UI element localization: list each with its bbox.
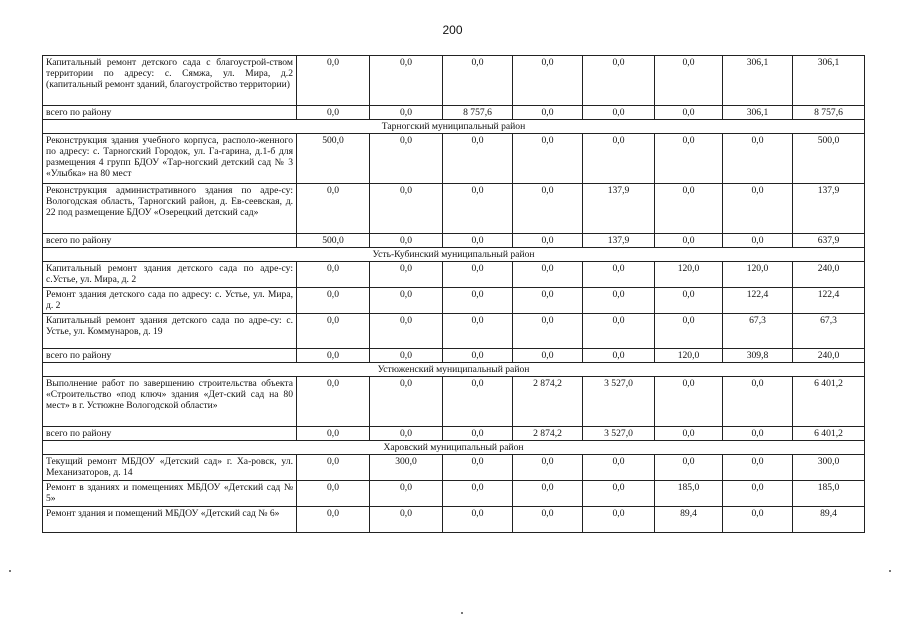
value-cell: 0,0 — [583, 507, 655, 533]
value-cell: 0,0 — [513, 288, 583, 314]
scan-mark — [889, 570, 891, 572]
value-cell: 0,0 — [370, 349, 443, 363]
value-cell: 0,0 — [297, 56, 370, 106]
value-cell: 0,0 — [513, 507, 583, 533]
value-cell: 0,0 — [583, 106, 655, 120]
value-cell: 0,0 — [370, 134, 443, 184]
total-label: всего по району — [43, 427, 297, 441]
page-number: 200 — [442, 23, 463, 37]
value-cell: 0,0 — [655, 427, 723, 441]
value-cell: 120,0 — [723, 262, 793, 288]
value-cell: 3 527,0 — [583, 427, 655, 441]
table-row — [43, 314, 865, 349]
total-row — [43, 349, 865, 363]
value-cell: 309,8 — [723, 349, 793, 363]
total-row — [43, 106, 865, 120]
value-cell: 122,4 — [723, 288, 793, 314]
value-cell: 67,3 — [723, 314, 793, 349]
value-cell: 240,0 — [793, 262, 865, 288]
value-cell: 0,0 — [443, 288, 513, 314]
section-row — [43, 120, 865, 134]
value-cell: 67,3 — [793, 314, 865, 349]
value-cell: 0,0 — [723, 234, 793, 248]
value-cell: 0,0 — [443, 234, 513, 248]
value-cell: 0,0 — [583, 288, 655, 314]
value-cell: 0,0 — [655, 56, 723, 106]
value-cell: 0,0 — [513, 314, 583, 349]
item-description: Реконструкция здания учебного корпуса, располо-женного по адресу: с. Тарногский Городок, ул. Га-гарина, д.1-б для размещения 4 групп БДОУ «Тар-ногский детский сад № 3 «Улыбка» на 80 мест — [43, 134, 297, 184]
item-description: Капитальный ремонт детского сада с благоустрой-ством территории по адресу: с. Сямжа, ул. Мира, д.2 (капитальный ремонт зданий, благоустройство территории) — [43, 56, 297, 106]
table-row — [43, 455, 865, 481]
value-cell: 0,0 — [723, 455, 793, 481]
table-row — [43, 288, 865, 314]
value-cell: 637,9 — [793, 234, 865, 248]
budget-table — [42, 55, 865, 533]
value-cell: 0,0 — [370, 56, 443, 106]
item-description: Реконструкция административного здания по адре-су: Вологодская область, Тарногский район, д. Ев-сеевская, д. 22 под размещение БДОУ «Озерецкий детский сад» — [43, 184, 297, 234]
value-cell: 120,0 — [655, 262, 723, 288]
value-cell: 0,0 — [655, 234, 723, 248]
value-cell: 122,4 — [793, 288, 865, 314]
section-row — [43, 363, 865, 377]
value-cell: 0,0 — [443, 377, 513, 427]
item-description: Капитальный ремонт здания детского сада по адре-су: с. Устье, ул. Коммунаров, д. 19 — [43, 314, 297, 349]
value-cell: 0,0 — [443, 427, 513, 441]
table-row — [43, 184, 865, 234]
total-label: всего по району — [43, 234, 297, 248]
total-row — [43, 427, 865, 441]
value-cell: 0,0 — [297, 507, 370, 533]
value-cell: 0,0 — [297, 481, 370, 507]
table-row — [43, 262, 865, 288]
value-cell: 0,0 — [370, 377, 443, 427]
table-row — [43, 56, 865, 106]
value-cell: 2 874,2 — [513, 377, 583, 427]
value-cell: 500,0 — [793, 134, 865, 184]
value-cell: 0,0 — [370, 507, 443, 533]
value-cell: 0,0 — [443, 481, 513, 507]
value-cell: 0,0 — [443, 507, 513, 533]
value-cell: 6 401,2 — [793, 377, 865, 427]
value-cell: 500,0 — [297, 134, 370, 184]
value-cell: 0,0 — [443, 262, 513, 288]
value-cell: 0,0 — [583, 134, 655, 184]
value-cell: 0,0 — [443, 349, 513, 363]
value-cell: 137,9 — [793, 184, 865, 234]
section-title: Усть-Кубинский муниципальный район — [43, 248, 865, 262]
item-description: Выполнение работ по завершению строительства объекта «Строительство «под ключ» здания «Дет-ский сад на 80 мест» в г. Устюжне Вологодской области» — [43, 377, 297, 427]
value-cell: 0,0 — [655, 184, 723, 234]
table-body — [43, 56, 865, 533]
value-cell: 0,0 — [370, 427, 443, 441]
value-cell: 0,0 — [655, 455, 723, 481]
value-cell: 0,0 — [723, 134, 793, 184]
value-cell: 0,0 — [655, 134, 723, 184]
item-description: Ремонт здания детского сада по адресу: с. Устье, ул. Мира, д. 2 — [43, 288, 297, 314]
value-cell: 500,0 — [297, 234, 370, 248]
value-cell: 0,0 — [370, 234, 443, 248]
value-cell: 0,0 — [370, 262, 443, 288]
value-cell: 0,0 — [370, 106, 443, 120]
value-cell: 137,9 — [583, 184, 655, 234]
value-cell: 137,9 — [583, 234, 655, 248]
value-cell: 0,0 — [297, 427, 370, 441]
value-cell: 0,0 — [370, 481, 443, 507]
total-row — [43, 234, 865, 248]
table-row — [43, 377, 865, 427]
table-row — [43, 481, 865, 507]
value-cell: 0,0 — [513, 455, 583, 481]
value-cell: 0,0 — [297, 377, 370, 427]
scan-mark — [9, 570, 11, 572]
value-cell: 0,0 — [513, 234, 583, 248]
value-cell: 0,0 — [297, 106, 370, 120]
section-title: Харовский муниципальный район — [43, 441, 865, 455]
total-label: всего по району — [43, 106, 297, 120]
table-row — [43, 134, 865, 184]
value-cell: 0,0 — [443, 56, 513, 106]
item-description: Ремонт здания и помещений МБДОУ «Детский сад № 6» — [43, 507, 297, 533]
value-cell: 306,1 — [723, 106, 793, 120]
value-cell: 0,0 — [370, 288, 443, 314]
value-cell: 2 874,2 — [513, 427, 583, 441]
value-cell: 0,0 — [655, 377, 723, 427]
value-cell: 0,0 — [513, 106, 583, 120]
value-cell: 0,0 — [513, 481, 583, 507]
section-row — [43, 248, 865, 262]
value-cell: 0,0 — [297, 455, 370, 481]
value-cell: 0,0 — [443, 184, 513, 234]
value-cell: 0,0 — [513, 184, 583, 234]
value-cell: 8 757,6 — [793, 106, 865, 120]
value-cell: 0,0 — [723, 481, 793, 507]
value-cell: 0,0 — [655, 288, 723, 314]
value-cell: 0,0 — [443, 314, 513, 349]
value-cell: 89,4 — [655, 507, 723, 533]
item-description: Ремонт в зданиях и помещениях МБДОУ «Детский сад № 5» — [43, 481, 297, 507]
value-cell: 0,0 — [655, 106, 723, 120]
value-cell: 6 401,2 — [793, 427, 865, 441]
scan-mark — [461, 612, 463, 614]
value-cell: 0,0 — [443, 134, 513, 184]
value-cell: 89,4 — [793, 507, 865, 533]
value-cell: 0,0 — [513, 262, 583, 288]
value-cell: 0,0 — [583, 481, 655, 507]
value-cell: 240,0 — [793, 349, 865, 363]
value-cell: 306,1 — [723, 56, 793, 106]
value-cell: 0,0 — [297, 349, 370, 363]
value-cell: 0,0 — [583, 349, 655, 363]
section-title: Устюженский муниципальный район — [43, 363, 865, 377]
value-cell: 3 527,0 — [583, 377, 655, 427]
value-cell: 300,0 — [793, 455, 865, 481]
total-label: всего по району — [43, 349, 297, 363]
value-cell: 306,1 — [793, 56, 865, 106]
value-cell: 0,0 — [297, 314, 370, 349]
value-cell: 0,0 — [583, 455, 655, 481]
section-title: Тарногский муниципальный район — [43, 120, 865, 134]
value-cell: 0,0 — [723, 377, 793, 427]
value-cell: 0,0 — [443, 455, 513, 481]
value-cell: 0,0 — [370, 314, 443, 349]
value-cell: 0,0 — [513, 349, 583, 363]
value-cell: 0,0 — [583, 262, 655, 288]
value-cell: 300,0 — [370, 455, 443, 481]
value-cell: 0,0 — [723, 184, 793, 234]
value-cell: 185,0 — [655, 481, 723, 507]
value-cell: 0,0 — [297, 288, 370, 314]
value-cell: 120,0 — [655, 349, 723, 363]
value-cell: 0,0 — [583, 56, 655, 106]
value-cell: 0,0 — [370, 184, 443, 234]
item-description: Текущий ремонт МБДОУ «Детский сад» г. Ха-ровск, ул. Механизаторов, д. 14 — [43, 455, 297, 481]
section-row — [43, 441, 865, 455]
value-cell: 185,0 — [793, 481, 865, 507]
value-cell: 0,0 — [723, 427, 793, 441]
table-row — [43, 507, 865, 533]
value-cell: 0,0 — [583, 314, 655, 349]
value-cell: 0,0 — [723, 507, 793, 533]
value-cell: 0,0 — [297, 262, 370, 288]
value-cell: 0,0 — [297, 184, 370, 234]
value-cell: 8 757,6 — [443, 106, 513, 120]
value-cell: 0,0 — [655, 314, 723, 349]
value-cell: 0,0 — [513, 56, 583, 106]
value-cell: 0,0 — [513, 134, 583, 184]
item-description: Капитальный ремонт здания детского сада по адре-су: с.Устье, ул. Мира, д. 2 — [43, 262, 297, 288]
